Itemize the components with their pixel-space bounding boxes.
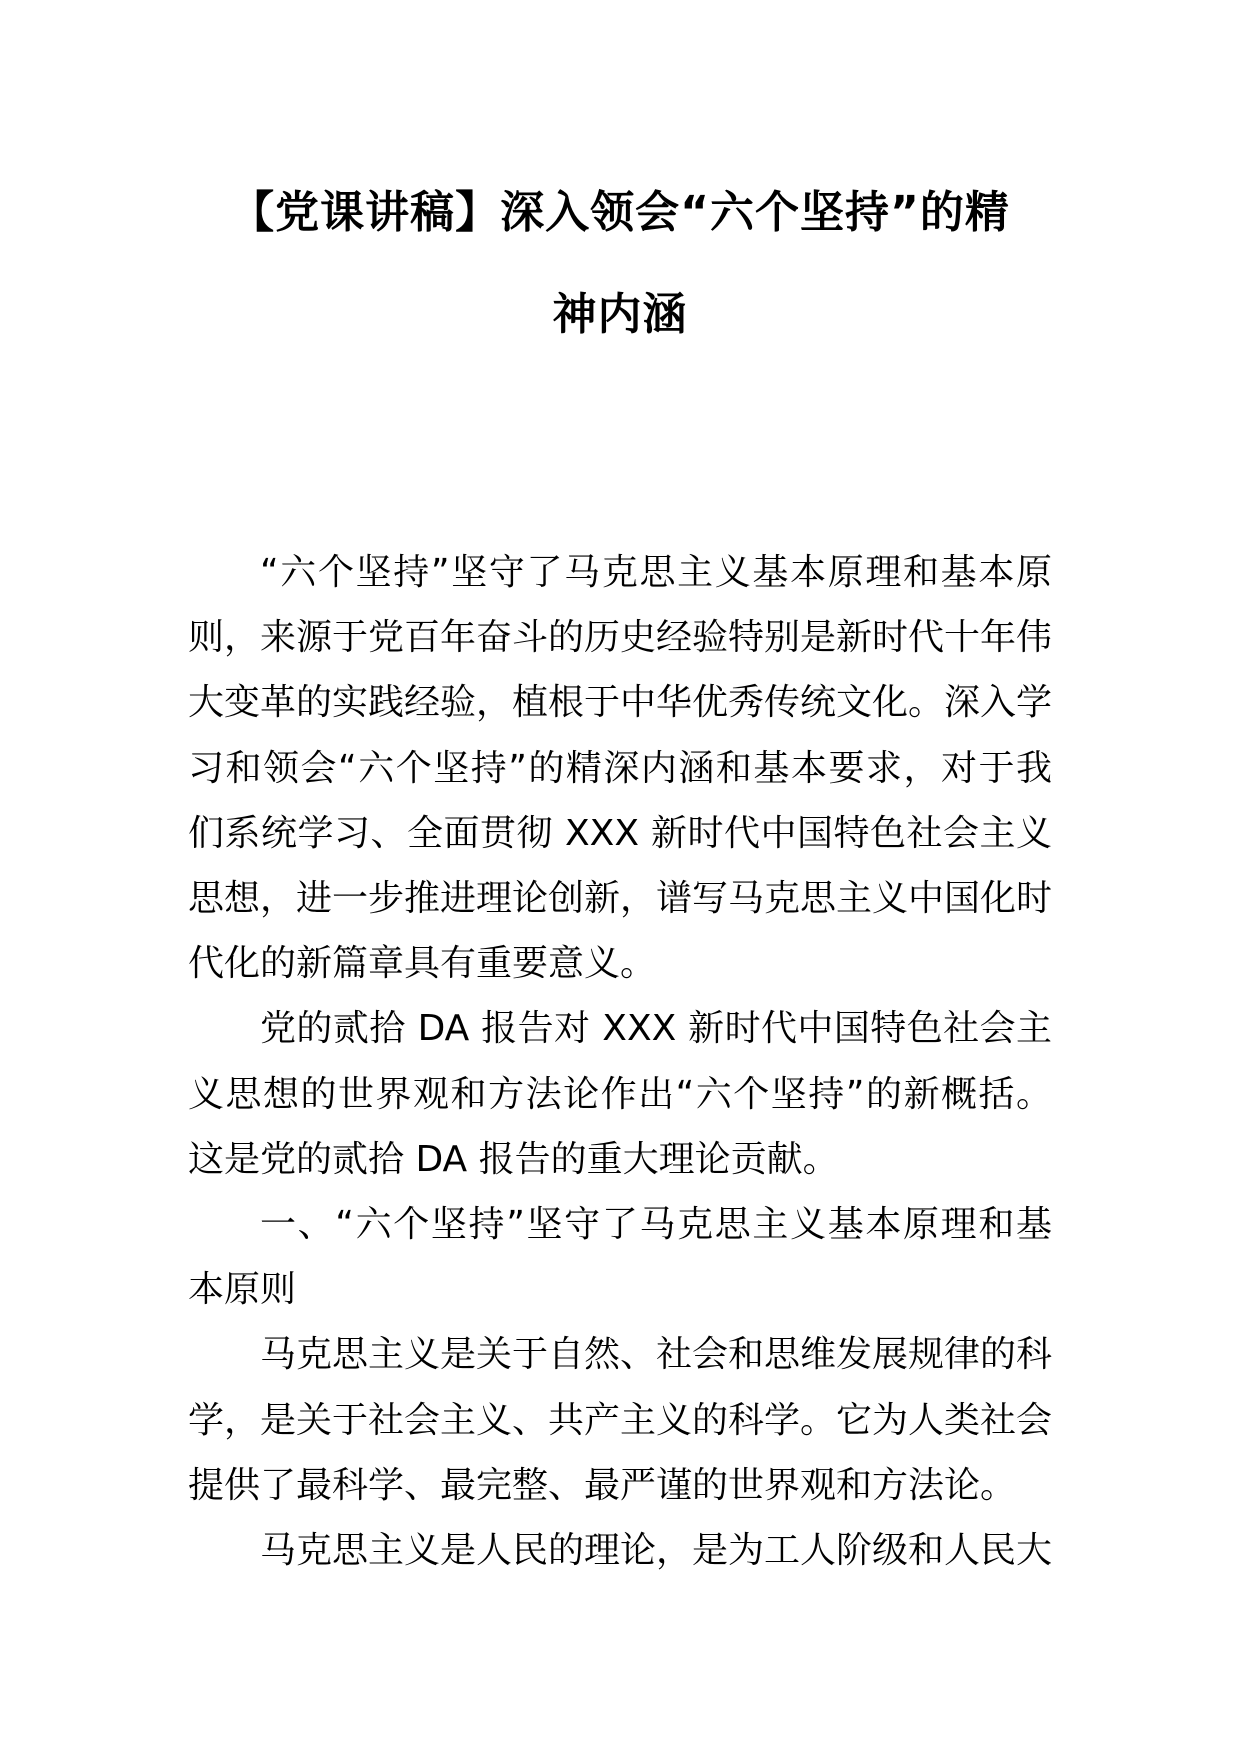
paragraph-marxism-people: 马克思主义是人民的理论，是为工人阶级和人民大 [260,1530,1053,1572]
section-heading-1: 一、“六个坚持”坚守了马克思主义基本原理和基本原则 [188,1204,1052,1311]
document-body [188,540,1052,1583]
title-line-2: 神内涵 [552,289,688,340]
title-line-1: 【党课讲稿】深入领会“六个坚持”的精 [230,187,1010,238]
paragraph-marxism-science: 马克思主义是关于自然、社会和思维发展规律的科学，是关于社会主义、共产主义的科学。它为人类社会提供了最科学、最完整、最严谨的世界观和方法论。 [188,1334,1053,1506]
paragraph-intro: “六个坚持”坚守了马克思主义基本原理和基本原则，来源于党百年奋斗的历史经验特别是新时代十年伟大变革的实践经验，植根于中华优秀传统文化。深入学习和领会“六个坚持”的精深内涵和基本要求，对于我们系统学习、全面贯彻 XXX 新时代中国特色社会主义思想，进一步推进理论创新，谱写马克思主义中国化时代化的新篇章具有重要意义。 [188,552,1053,985]
document-title [188,187,1052,394]
paragraph-report: 党的贰拾 DA 报告对 XXX 新时代中国特色社会主义思想的世界观和方法论作出“六个坚持”的新概括。这是党的贰拾 DA 报告的重大理论贡献。 [188,1008,1052,1180]
